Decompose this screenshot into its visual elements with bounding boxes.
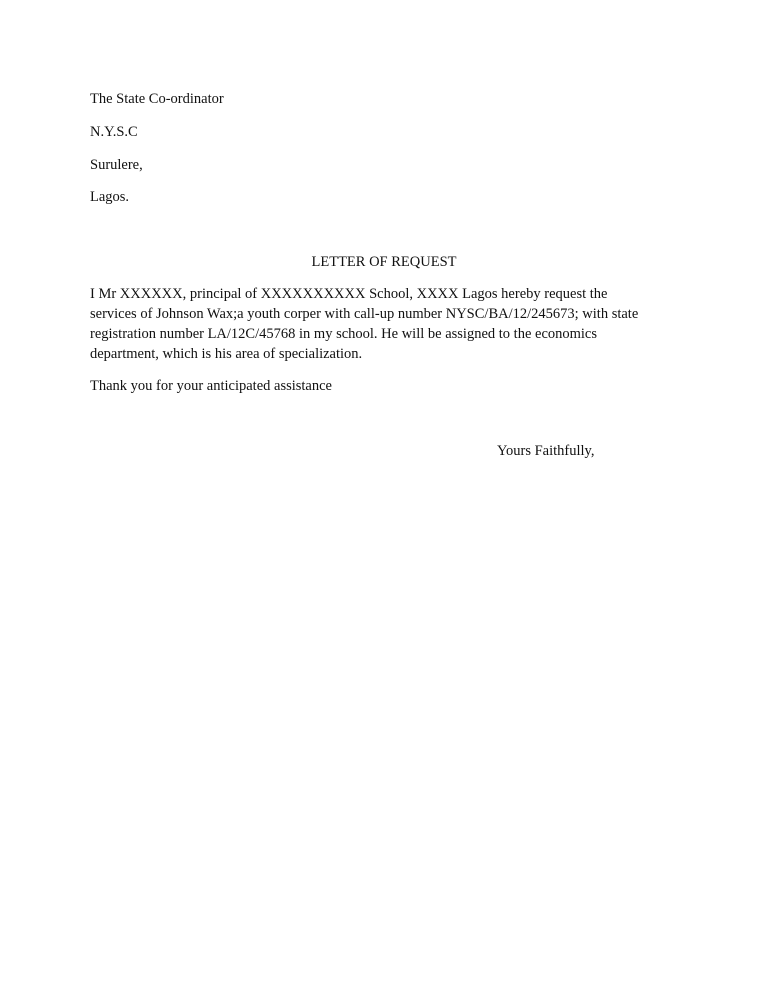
body-line: department, which is his area of specialization. xyxy=(90,346,363,362)
letter-heading: LETTER OF REQUEST xyxy=(311,254,457,270)
closing-salutation: Yours Faithfully, xyxy=(497,443,595,459)
recipient-city: Lagos. xyxy=(90,189,130,205)
recipient-organization: N.Y.S.C xyxy=(90,124,138,140)
thanks-line: Thank you for your anticipated assistance xyxy=(90,378,332,394)
recipient-area: Surulere, xyxy=(90,157,143,173)
recipient-title: The State Co-ordinator xyxy=(90,91,224,107)
body-line: registration number LA/12C/45768 in my school. He will be assigned to the economics xyxy=(90,326,598,342)
body-line: services of Johnson Wax;a youth corper with call-up number NYSC/BA/12/245673; with state xyxy=(90,306,639,322)
body-line: I Mr XXXXXX, principal of XXXXXXXXXX School, XXXX Lagos hereby request the xyxy=(90,286,608,302)
